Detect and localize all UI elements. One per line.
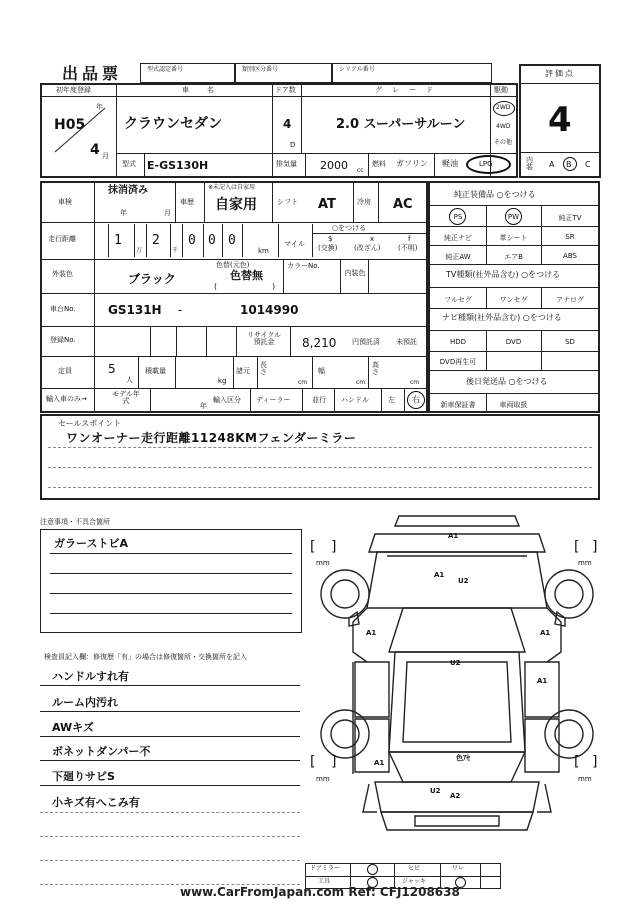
nav-dvd: DVD — [505, 338, 522, 346]
mileage-digit-4: 0 — [208, 233, 216, 248]
doors-label: ドア数 — [275, 86, 296, 94]
recycle-unit: 円預託済 — [352, 338, 380, 346]
chassis-prefix: GS131H — [108, 303, 162, 317]
inspector-line-6: 小キズ有へこみ有 — [52, 796, 140, 809]
capacity-label: 定員 — [58, 367, 72, 375]
sales-point-label: セールスポイント — [58, 419, 122, 428]
width-cm: cm — [356, 379, 366, 386]
equipment-title: 純正装備品 ○をつける — [454, 190, 536, 199]
inspector-line-4: ボネットダンパー不 — [52, 745, 151, 758]
first-reg-label: 初年度登録 — [56, 86, 91, 94]
equip-sr: SR — [565, 233, 575, 241]
equip-aw: 純正AW — [445, 253, 471, 261]
mm-fl: mm — [316, 559, 330, 567]
history-note: ※未記入は自家用 — [208, 184, 256, 191]
handle-right: 右 — [412, 395, 420, 404]
fuel-label: 燃料 — [372, 160, 386, 168]
inspector-line-3: AWキズ — [52, 721, 94, 734]
mileage-digit-1: 1 — [114, 233, 122, 248]
door-unit: D — [290, 141, 296, 149]
meter-tamper: (改ざん) — [354, 244, 381, 252]
tv-title: TV種類(社外品含む) ○をつける — [446, 270, 561, 279]
bracket-fl-l: [ — [310, 539, 316, 555]
car-damage-diagram — [315, 512, 615, 852]
drive-2wd: 2WD — [496, 104, 511, 111]
meter-exchange: (交換) — [318, 244, 338, 252]
bracket-rl-r: ] — [331, 754, 337, 770]
mileage-digit-3: 0 — [188, 233, 196, 248]
meter-exchange-mark: $ — [328, 235, 333, 243]
mm-fr: mm — [578, 559, 592, 567]
bracket-rr-l: [ — [574, 754, 580, 770]
sen-unit: 千 — [172, 247, 179, 254]
bracket-rl-l: [ — [310, 754, 316, 770]
damage-right-rear: A1 — [537, 677, 548, 685]
serial-no-label: シリアル番号 — [339, 66, 375, 73]
interior-c: C — [585, 160, 591, 169]
equip-leather: 革シート — [499, 234, 528, 242]
legend-tools: 工具 — [318, 878, 331, 885]
nav-title: ナビ種類(社外品含む) ○をつける — [442, 313, 562, 322]
nav-sd: SD — [565, 338, 575, 346]
score-label: 評価点 — [545, 69, 575, 78]
drive-label: 駆動 — [494, 86, 508, 94]
cert-no-label: 型式認定番号 — [147, 66, 184, 73]
km-unit: km — [258, 247, 269, 255]
color-label: 外装色 — [52, 270, 73, 278]
shift-value: AT — [318, 197, 336, 212]
model-label: 型式 — [122, 160, 136, 168]
meter-unknown: (不明) — [398, 244, 418, 252]
after-warranty: 新車保証書 — [440, 401, 476, 409]
recycle-not-deposited: 未預託 — [396, 338, 417, 346]
damage-left-front-door: A1 — [366, 629, 377, 637]
mileage-digit-5: 0 — [228, 233, 236, 248]
kg-unit: kg — [218, 377, 227, 385]
shaken-value: 抹消済み — [108, 185, 148, 196]
displacement-value: 2000 — [320, 159, 348, 172]
color-no-label: カラーNo. — [287, 262, 320, 270]
model-value: E-GS130H — [147, 159, 209, 172]
first-reg-month: 4 — [90, 142, 100, 158]
shaken-month-unit: 月 — [164, 209, 171, 217]
model-year-label: モデル年式 — [112, 390, 140, 405]
import-label: 輸入車のみ→ — [46, 395, 87, 403]
damage-left-rear: A1 — [374, 759, 385, 767]
paren-close: ) — [272, 282, 276, 291]
damage-rear-bumper: A2 — [450, 792, 461, 800]
damage-front-bumper: A1 — [448, 532, 459, 540]
car-name-label: 車名 — [182, 86, 232, 94]
recycle-value: 8,210 — [302, 336, 337, 350]
man-unit: 万 — [136, 247, 143, 254]
bracket-fr-l: [ — [574, 539, 580, 555]
recycle-label: リサイクル預託金 — [246, 331, 282, 346]
damage-right-front-door: A1 — [540, 629, 551, 637]
ac-label: 冷房 — [357, 198, 371, 206]
interior-color-label: 内装色 — [344, 269, 366, 277]
legend-mirror-circle — [367, 864, 378, 875]
grade-value: 2.0 スーパーサルーン — [336, 117, 466, 132]
width-label: 幅 — [318, 367, 325, 375]
damage-trunk-fade: 色ｱｾ — [456, 754, 470, 762]
legend-jack: ジャッキ — [402, 878, 426, 885]
import-dealer: ディーラー — [256, 396, 291, 404]
length-cm: cm — [298, 379, 308, 386]
inspector-line-2: ルーム内汚れ — [52, 696, 118, 709]
first-reg-year: H05 — [54, 117, 86, 133]
chassis-number: 1014990 — [240, 303, 299, 317]
bracket-rr-r: ] — [592, 754, 598, 770]
history-value: 自家用 — [215, 197, 257, 213]
drive-4wd: 4WD — [496, 123, 511, 130]
inspector-line-5: 下廻りサビS — [52, 770, 115, 783]
damage-roof: U2 — [450, 659, 461, 667]
tv-analog: アナログ — [556, 296, 584, 304]
mm-rr: mm — [578, 775, 592, 783]
history-label: 車歴 — [180, 198, 194, 206]
after-title: 後日発送品 ○をつける — [466, 377, 548, 386]
sales-point-text: ワンオーナー走行距離11248KMフェンダーミラー — [66, 431, 357, 445]
capacity-value: 5 — [108, 362, 116, 376]
meter-tamper-mark: x — [370, 235, 375, 243]
legend-door-mirror: ドアミラー — [310, 865, 340, 872]
shaken-year-unit: 年 — [120, 209, 127, 217]
color-change-label: 色替(元色) — [216, 261, 250, 269]
meter-unknown-mark: f — [408, 235, 411, 243]
score-value: 4 — [548, 100, 572, 140]
dims-label: 諸元 — [236, 367, 250, 375]
drive-other: その他 — [494, 139, 513, 146]
interior-score-label: 内装 — [526, 156, 533, 171]
title: 出品票 — [62, 64, 123, 83]
import-category-label: 輸入区分 — [213, 396, 241, 404]
shaken-label: 車検 — [58, 198, 72, 206]
mile-label: マイル — [284, 240, 305, 248]
date-slash — [45, 100, 115, 160]
height-label: 高さ — [372, 361, 379, 376]
damage-hood-u: U2 — [458, 577, 469, 585]
displacement-label: 排気量 — [276, 160, 297, 168]
ac-value: AC — [393, 197, 413, 212]
equip-pw: PW — [507, 213, 520, 221]
fuel-diesel: 軽油 — [442, 159, 458, 168]
equip-tv: 純正TV — [558, 214, 582, 222]
meter-circle-note: ○をつける — [332, 224, 367, 232]
mm-rl: mm — [316, 775, 330, 783]
after-manual: 車両取扱 — [499, 401, 528, 409]
paren-open: ( — [214, 282, 218, 291]
notes-label: 注意事項・不具合箇所 — [40, 518, 110, 526]
chassis-dash: - — [178, 303, 183, 317]
bracket-fr-r: ] — [592, 539, 598, 555]
fuel-lpg: LPG — [479, 160, 493, 168]
inspector-line-1: ハンドルすれ有 — [52, 670, 129, 683]
grade-label: グレード — [375, 86, 443, 94]
equip-airbag: エアB — [504, 253, 523, 261]
cc-unit: cc — [357, 167, 364, 174]
capacity-unit: 人 — [126, 376, 133, 384]
dvd-playback: DVD再生可 — [439, 358, 477, 366]
handle-label: ハンドル — [341, 396, 369, 404]
legend-ware: ワレ — [452, 865, 465, 872]
fuel-gasoline: ガソリン — [396, 159, 428, 168]
nav-hdd: HDD — [449, 338, 467, 346]
inspector-label: 検査員記入欄：修復歴「有」の場合は修復箇所・交換箇所を記入 — [44, 653, 247, 661]
chassis-label: 車台No. — [50, 305, 76, 313]
equip-navi: 純正ナビ — [444, 234, 472, 242]
damage-hood-a: A1 — [434, 571, 445, 579]
vehicle-detail-box — [40, 181, 428, 413]
equip-abs: ABS — [563, 252, 577, 260]
month-unit: 月 — [102, 152, 109, 160]
bracket-fl-r: ] — [331, 539, 337, 555]
year-unit: 年 — [96, 103, 103, 111]
import-year-unit: 年 — [200, 402, 207, 410]
color-change-value: 色替無 — [230, 269, 263, 282]
class-no-label: 類別区分番号 — [242, 66, 279, 73]
mileage-digit-2: 2 — [152, 233, 160, 248]
notes-line-1: ガラーストビA — [54, 537, 128, 550]
equip-ps: PS — [453, 213, 463, 221]
legend-hibi: ヒビ — [408, 865, 421, 872]
footer-watermark: www.CarFromJapan.com Ref: CFJ1208638 — [180, 885, 460, 899]
height-cm: cm — [410, 379, 420, 386]
color-value: ブラック — [128, 272, 176, 286]
load-label: 積載量 — [145, 367, 166, 375]
damage-trunk-u: U2 — [430, 787, 441, 795]
tv-oneseg: ワンセグ — [499, 296, 528, 304]
import-parallel: 並行 — [312, 396, 326, 404]
interior-b: B — [566, 160, 572, 169]
mileage-label: 走行距離 — [48, 235, 76, 243]
length-label: 長さ — [260, 361, 267, 376]
reg-no-label: 登録No. — [50, 336, 76, 344]
tv-fullseg: フルセグ — [444, 296, 472, 304]
interior-a: A — [549, 160, 555, 169]
handle-left: 左 — [388, 396, 395, 404]
doors-value: 4 — [283, 117, 292, 131]
shift-label: シフト — [277, 198, 298, 206]
car-name: クラウンセダン — [124, 116, 223, 132]
